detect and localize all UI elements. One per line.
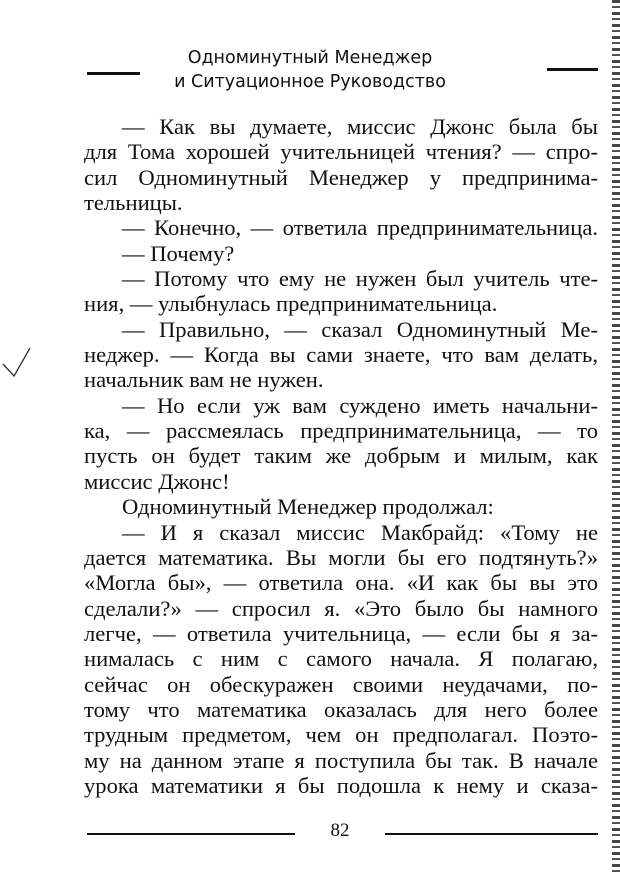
text-line: — Конечно, — ответила предпринимательница.: [122, 215, 598, 241]
page-number: 82: [330, 820, 350, 841]
footer-rule-right: [385, 833, 598, 835]
text-line: сделали?» — спросил я. «Это было бы намного: [84, 595, 598, 621]
text-line: для Тома хорошей учительницей чтения? — спро-: [84, 139, 598, 165]
scan-edge-shadow: [612, 0, 620, 873]
text-line: ния, — улыбнулась предпринимательница.: [84, 291, 498, 317]
pencil-tick-mark: [0, 340, 40, 390]
text-line: сил Одноминутный Менеджер у предпринима-: [84, 164, 598, 190]
header-rule-left: [87, 72, 140, 75]
header-rule-right: [547, 68, 598, 71]
text-line: начальник вам не нужен.: [84, 367, 324, 393]
running-header-line-2: и Ситуационное Руководство: [174, 72, 446, 92]
text-line: урока математики я бы подошла к нему и сказа-: [84, 772, 598, 798]
text-line: му на данном этапе я поступила бы так. В начале: [84, 747, 598, 773]
text-line: Одноминутный Менеджер продолжал:: [122, 494, 494, 520]
text-line: — Как вы думаете, миссис Джонс была бы: [122, 114, 598, 139]
text-line: — Почему?: [122, 240, 235, 266]
text-line: — И я сказал миссис Макбрайд: «Тому не: [122, 519, 598, 545]
text-line: — Но если уж вам суждено иметь начальни-: [122, 392, 598, 418]
text-line: тому что математика оказалась для него более: [84, 696, 598, 722]
text-line: нималась с ним с самого начала. Я полагаю,: [84, 646, 598, 672]
text-line: легче, — ответила учительница, — если бы я за-: [84, 620, 598, 646]
text-line: тельницы.: [84, 190, 183, 216]
text-line: — Правильно, — сказал Одноминутный Ме-: [122, 316, 598, 342]
text-line: дается математика. Вы могли бы его подтянуть?»: [84, 544, 598, 570]
text-line: «Могла бы», — ответила она. «И как бы вы это: [84, 570, 598, 596]
text-line: миссис Джонс!: [84, 468, 230, 494]
text-line: — Потому что ему не нужен был учитель чте-: [122, 266, 598, 292]
footer-rule-left: [87, 833, 295, 835]
running-header-line-1: Одноминутный Менеджер: [187, 48, 433, 68]
text-line: сейчас он обескуражен своими неудачами, по-: [84, 671, 598, 697]
text-line: пусть он будет таким же добрым и милым, как: [84, 443, 598, 469]
text-line: ка, — рассмеялась предпринимательница, — то: [84, 418, 598, 444]
running-header: [0, 46, 620, 94]
text-line: трудным предметом, чем он предполагал. Поэто-: [84, 722, 598, 748]
body-text: [84, 114, 598, 798]
text-line: неджер. — Когда вы сами знаете, что вам делать,: [84, 342, 598, 368]
